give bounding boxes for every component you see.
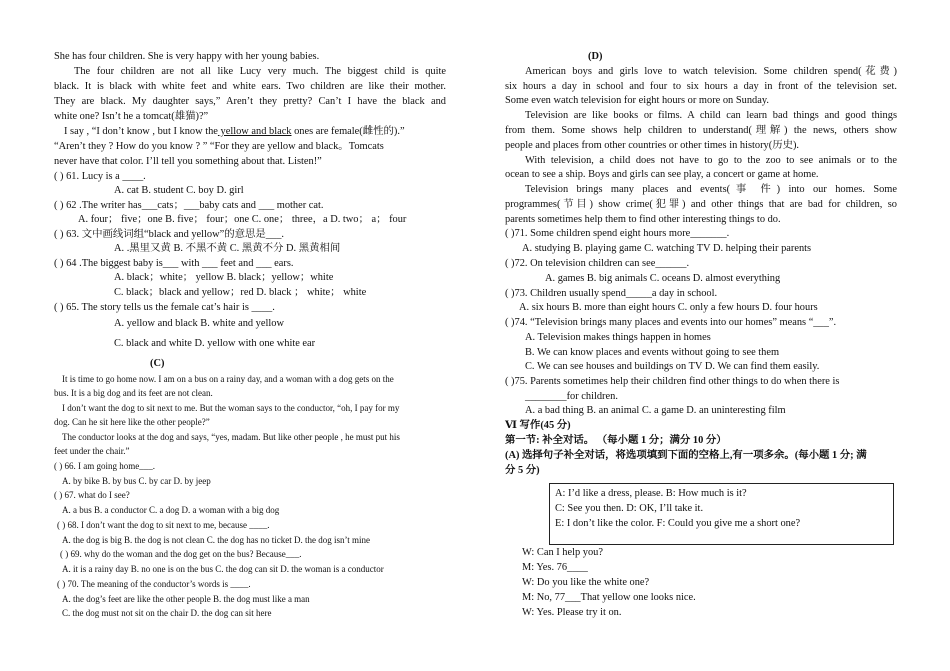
passage-line: black. It is black with white feet and white ears. Two children are like their mother. [54,81,446,92]
question-74: ( )74. “Television brings many places and events into our homes” means “___”. [505,317,837,328]
options-box-line: C: See you then. D: OK, I’ll take it. [555,503,704,514]
question-75-line2: ________for children. [525,391,618,402]
passage-d-line: Television are like books or films. A child can learn bad things and good things [525,110,897,121]
question-67-options: A. a bus B. a conductor C. a dog D. a woman with a big dog [62,505,280,515]
question-68-options: A. the dog is big B. the dog is not clean C. the dog has no ticket D. the dog isn’t mine [62,535,371,545]
question-74-option-a: A. Television makes things happen in homes [525,332,711,343]
passage-c-line: The conductor looks at the dog and says, “yes, madam. But like other people , he must put his [62,432,400,442]
question-62-options: A. four； five；one B. five； four；one C. one； three，a D. two； a； four [78,214,407,225]
dialog-line: W: Can I help you? [522,547,603,558]
section-c-heading: (C) [150,358,165,369]
question-71-options: A. studying B. playing game C. watching TV D. helping their parents [522,243,812,254]
question-64-options: C. black；black and yellow；red D. black ； white； white [114,287,367,298]
part-a-instruction: 分 5 分) [505,465,540,476]
passage-line: “Aren’t they ? How do you know ? ” “For they are yellow and black。Tomcats [54,141,384,152]
passage-line: white one? Isn’t he a tomcat(雄猫)?” [54,111,209,122]
passage-text: I say , “I don’t know , but I know the [64,126,218,137]
passage-d-line: people and places from other countries or other times in history(历史). [505,140,800,151]
passage-d-line: six hours a day in school and four to six hours a day in front of the television set. [505,81,897,92]
passage-c-line: bus. It is a big dog and its feet are not clean. [54,388,213,398]
passage-d-line: programmes(节目) show crime(犯罪) and other things that are bad for children, so [505,199,897,210]
question-64-options: A. black；white； yellow B. black；yellow；white [114,272,334,283]
question-63-options: A. .黑里又黄 B. 不黑不黄 C. 黑黄不分 D. 黑黄相间 [114,243,341,254]
question-70-options: A. the dog’s feet are like the other people B. the dog must like a man [62,594,310,604]
passage-c-line: It is time to go home now. I am on a bus on a rainy day, and a woman with a dog gets on the [62,374,394,384]
passage-line: They are black. My daughter says,” Aren’t they pretty? Can’t I have the black and [54,96,446,107]
question-71: ( )71. Some children spend eight hours more_______. [505,228,730,239]
question-61-options: A. cat B. student C. boy D. girl [114,185,244,196]
dialog-line: M: No, 77___That yellow one looks nice. [522,592,696,603]
passage-line [64,125,405,138]
passage-d-line: With television, a child does not have to go to the zoo to see animals or to the [525,155,897,166]
dialog-line: W: Do you like the white one? [522,577,650,588]
part-a-instruction: (A) 选择句子补全对话，将选项填到下面的空格上,有一项多余。(每小题 1 分; 满 [505,450,867,461]
question-72-options: A. games B. big animals C. oceans D. almost everything [545,273,781,284]
question-68: ( ) 68. I don’t want the dog to sit next to me, because ____. [57,520,270,530]
passage-d-line: American boys and girls love to watch television. Some children spend(花费) [525,66,897,77]
passage-line: never have that color. I’ll tell you something about that. Listen!” [54,156,322,167]
question-63: ( ) 63. 文中画线词组“black and yellow”的意思是___. [54,229,284,240]
question-75-options: A. a bad thing B. an animal C. a game D. an uninteresting film [525,405,786,416]
question-69: ( ) 69. why do the woman and the dog get on the bus? Because___. [60,549,302,559]
passage-d-line: parents sometimes help them to find other interesting things to do. [505,214,781,225]
question-74-option-cd: C. We can see houses and buildings on TV D. We can find them easily. [525,361,820,372]
passage-d-line: from them. Some shows help children to understand(理解) the news, others show [505,125,897,136]
question-65-options: C. black and white D. yellow with one white ear [114,338,316,349]
passage-line: She has four children. She is very happy with her young babies. [54,51,320,62]
options-box-line: E: I don’t like the color. F: Could you give me a short one? [555,518,801,529]
question-72: ( )72. On television children can see______. [505,258,690,269]
section-6-heading: Ⅵ 写作(45 分) [505,420,571,431]
question-70-options: C. the dog must not sit on the chair D. the dog can sit here [62,608,272,618]
question-74-option-b: B. We can know places and events without going to see them [525,347,780,358]
options-box-line: A: I’d like a dress, please. B: How much is it? [555,488,747,499]
passage-c-line: dog. Can he sit here like the other people?” [54,417,210,427]
question-73-options: A. six hours B. more than eight hours C. only a few hours D. four hours [519,302,818,313]
passage-line: The four children are not all like Lucy very much. The biggest child is quite [74,66,446,77]
question-65: ( ) 65. The story tells us the female cat’s hair is ____. [54,302,275,313]
passage-text: ones are female(雌性的).” [291,126,405,137]
question-73: ( )73. Children usually spend_____a day in school. [505,288,718,299]
dialog-line: W: Yes. Please try it on. [522,607,622,618]
passage-c-line: I don’t want the dog to sit next to me. But the woman says to the conductor, “oh, I pay for my [62,403,400,413]
question-65-options: A. yellow and black B. white and yellow [114,318,284,329]
passage-d-line: Some even watch television for eight hours or more on Sunday. [505,95,769,106]
question-61: ( ) 61. Lucy is a ____. [54,171,146,182]
section-d-heading: (D) [588,51,603,62]
part-1-heading: 第一节: 补全对话。 （每小题 1 分；满分 10 分） [505,435,727,446]
passage-d-line: ocean to see a ship. Boys and girls can see play, a concert or game at home. [505,169,819,180]
question-75: ( )75. Parents sometimes help their children find other things to do when there is [505,376,840,387]
underlined-phrase: yellow and black [217,126,292,137]
question-62: ( ) 62 .The writer has___cats；___baby cats and ___ mother cat. [54,200,324,211]
passage-d-line: Television brings many places and events(事 件) into our homes. Some [525,184,897,195]
question-66: ( ) 66. I am going home___. [54,461,155,471]
question-64: ( ) 64 .The biggest baby is___ with ___ feet and ___ ears. [54,258,294,269]
question-69-options: A. it is a rainy day B. no one is on the bus C. the dog can sit D. the woman is a conductor [62,564,384,574]
question-67: ( ) 67. what do I see? [54,490,130,500]
question-66-options: A. by bike B. by bus C. by car D. by jeep [62,476,211,486]
question-70: ( ) 70. The meaning of the conductor’s words is ____. [57,579,251,589]
passage-c-line: feet under the chair.” [54,446,130,456]
dialog-line: M: Yes. 76____ [522,562,588,573]
